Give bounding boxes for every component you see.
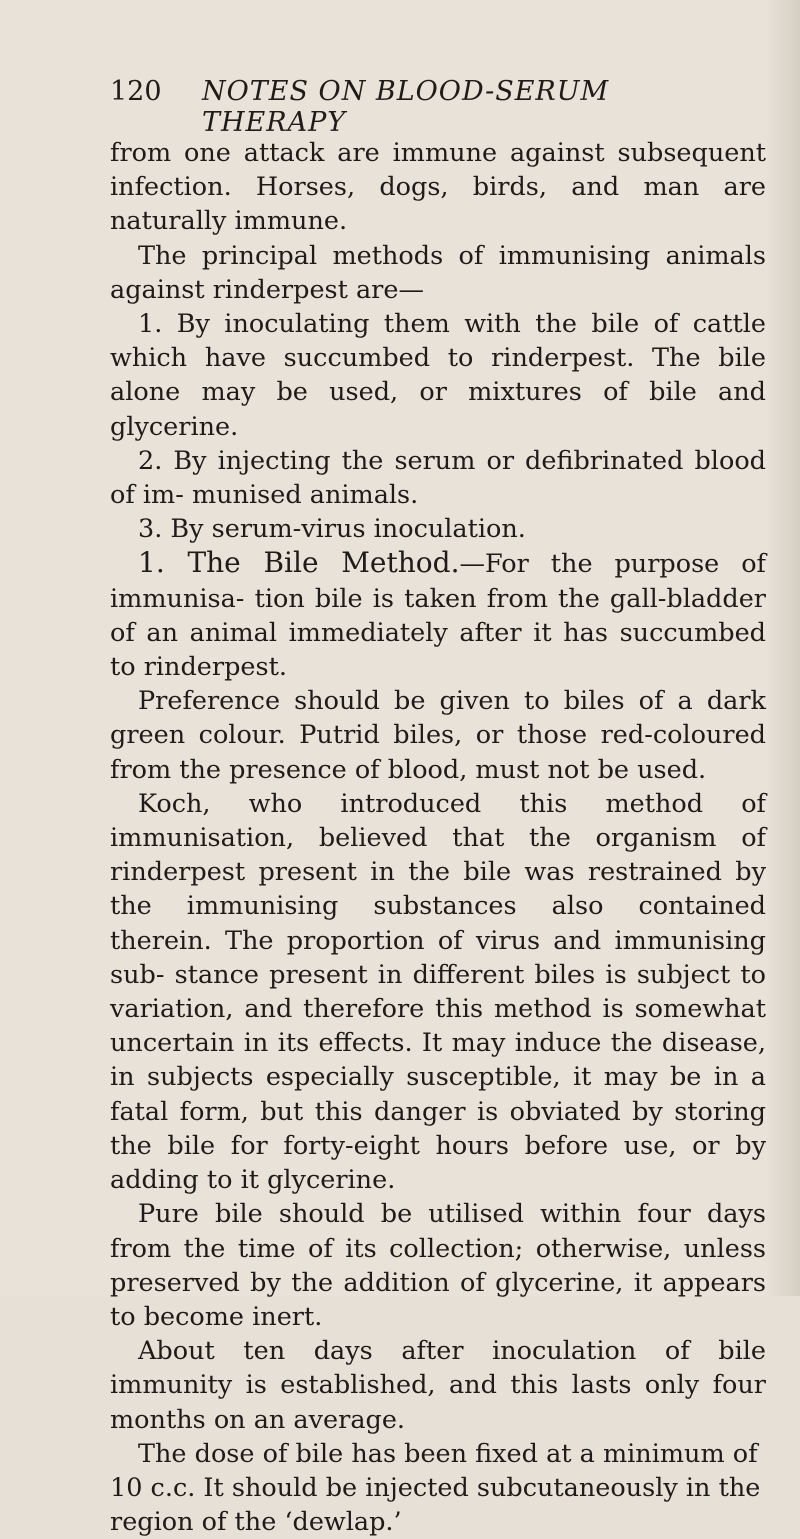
page-number: 120 [110, 76, 162, 107]
page-edge-shadow [766, 0, 800, 1296]
body-text [110, 136, 766, 1539]
paragraph: from one attack are immune against subsequent infection. Horses, dogs, birds, and man are naturally immune. [110, 138, 766, 237]
paragraph: The dose of bile has been fixed at a minimum of 10 c.c. It should be injected subcutaneously in the region of the ‘dewlap.’ [110, 1438, 761, 1538]
paragraph: 1. By inoculating them with the bile of cattle which have succumbed to rinderpest. The bile alone may be used, or mixtures of bile and glycerine. [110, 309, 766, 442]
paragraph: Preference should be given to biles of a dark green colour. Putrid biles, or those red-coloured from the presence of blood, must not be used. [110, 686, 766, 785]
paragraph: Koch, who introduced this method of immunisation, believed that the organism of rinderpest present in the bile was restrained by the immunising substances also contained therein. The proportion of virus and immunising sub- stance present in different biles is subject to variation, and therefore this method is somewhat uncertain in its effects. It may induce the disease, in subjects especially susceptible, it may be in a fatal form, but this danger is obviated by storing the bile for forty-eight hours before use, or by adding to it glycerine. [110, 788, 766, 1196]
paragraph: About ten days after inoculation of bile immunity is established, and this lasts only four months on an average. [110, 1336, 766, 1435]
running-title: NOTES ON BLOOD-SERUM THERAPY [202, 76, 610, 138]
paragraph: 2. By injecting the serum or defibrinated blood of im- munised animals. [110, 445, 766, 511]
paragraph: 3. By serum-virus inoculation. [138, 514, 526, 545]
section-paragraph [110, 546, 766, 684]
paragraph: The principal methods of immunising animals against rinderpest are— [110, 240, 766, 305]
section-heading: 1. The Bile Method. [138, 546, 460, 580]
page-header [110, 76, 750, 138]
paragraph: Pure bile should be utilised within four days from the time of its collection; otherwise, unless preserved by the addition of glycerine, it appears to become inert. [110, 1199, 766, 1332]
section-text: —For the purpose of immunisa- tion bile is taken from the gall-bladder of an animal immediately after it has succumbed to rinderpest. [110, 549, 766, 683]
